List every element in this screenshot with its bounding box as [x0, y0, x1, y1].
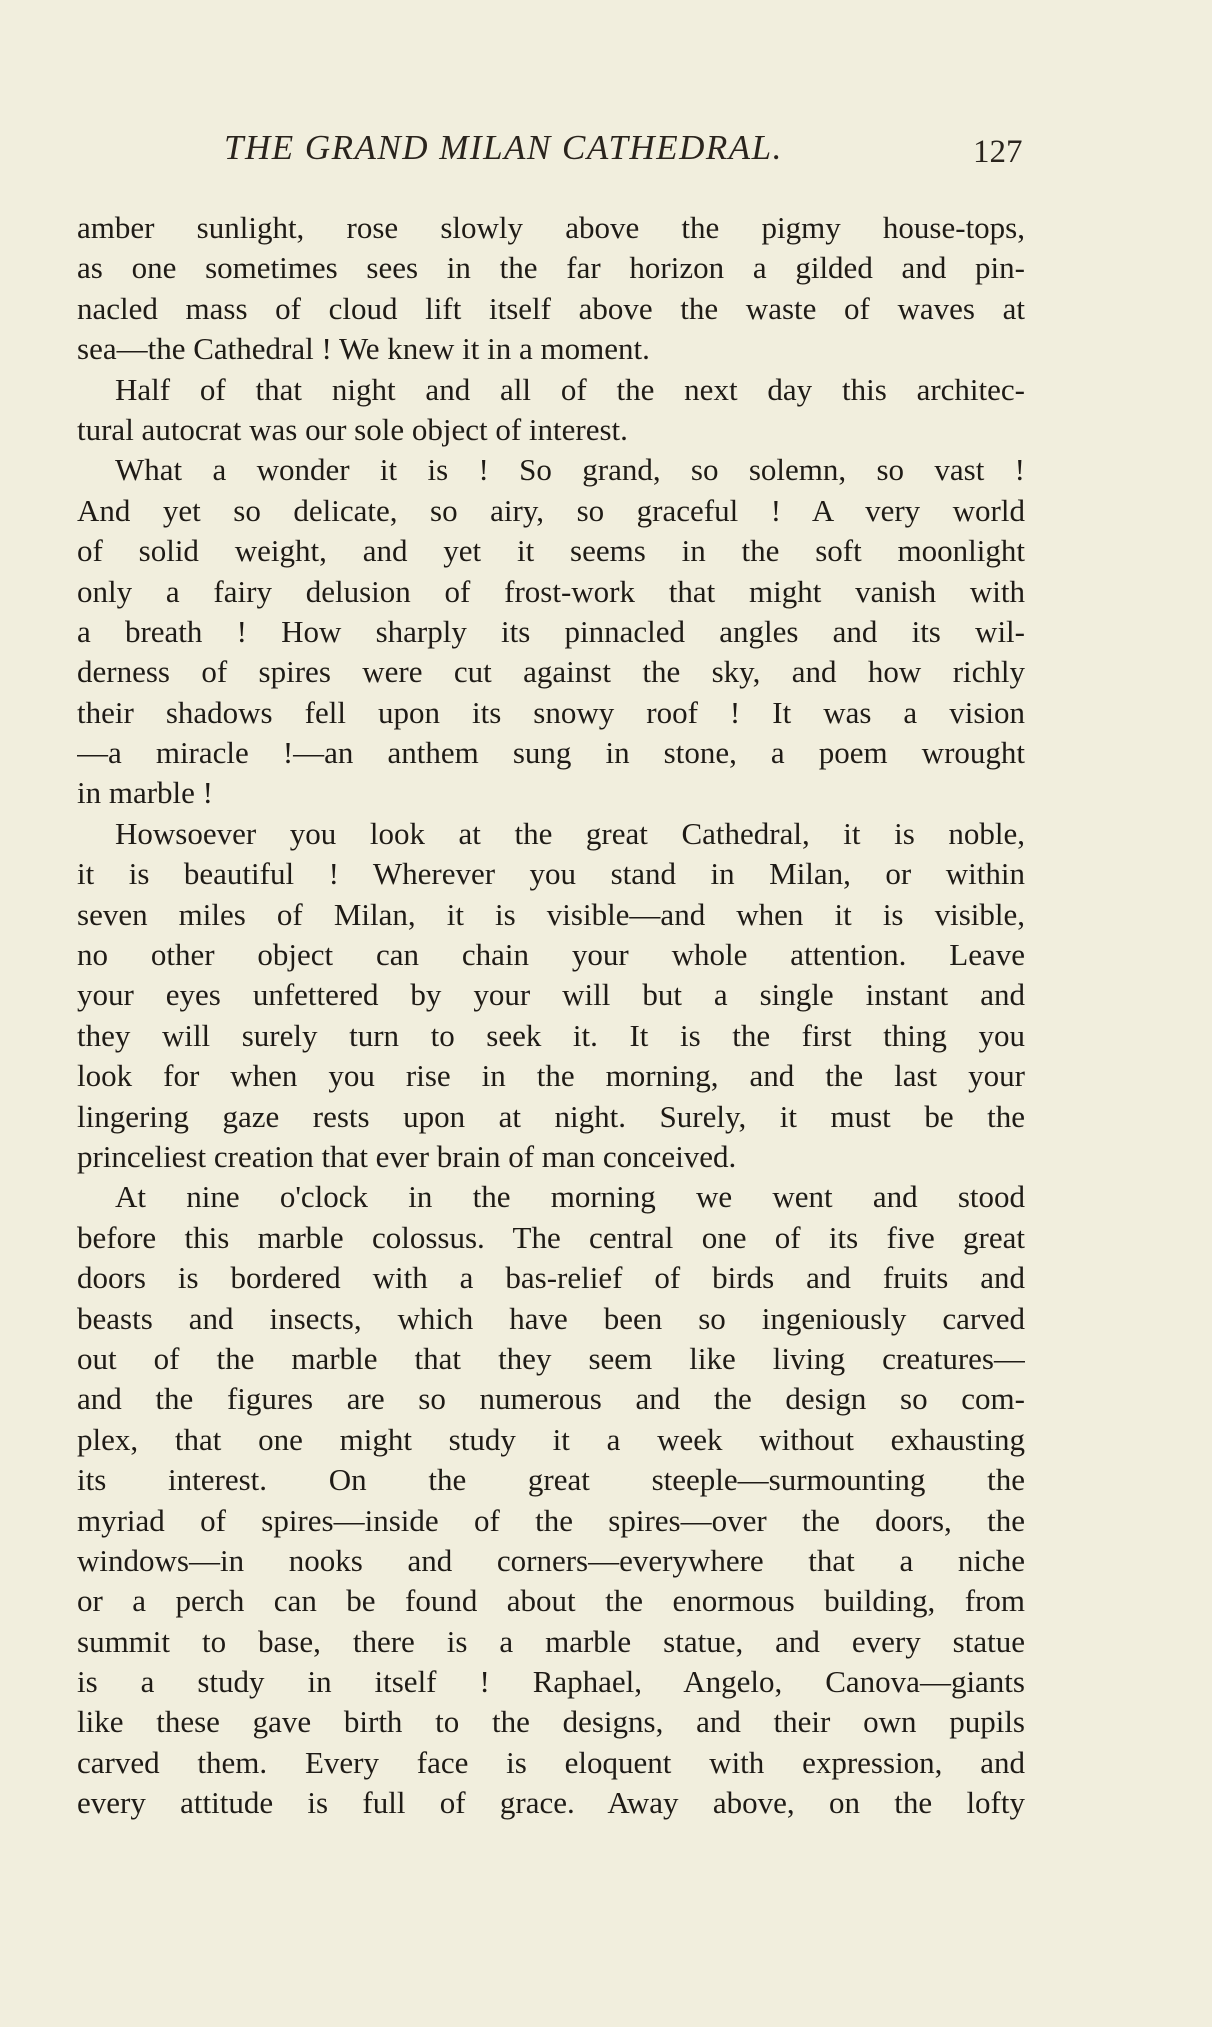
text-line: like these gave birth to the designs, and their own pupils — [77, 1704, 1025, 1740]
text-line: sea—the Cathedral ! We knew it in a moment. — [77, 331, 650, 367]
text-line: At nine o'clock in the morning we went and stood — [115, 1179, 1025, 1215]
text-line: derness of spires were cut against the sky, and how richly — [77, 654, 1025, 690]
text-line: as one sometimes sees in the far horizon a gilded and pin- — [77, 250, 1025, 286]
text-line: And yet so delicate, so airy, so graceful ! A very world — [77, 492, 1025, 528]
text-line: Howsoever you look at the great Cathedral, it is noble, — [115, 815, 1025, 851]
text-line: or a perch can be found about the enormous building, from — [77, 1583, 1025, 1619]
text-line: windows—in nooks and corners—everywhere that a niche — [77, 1542, 1025, 1578]
text-line: summit to base, there is a marble statue, and every statue — [77, 1623, 1025, 1659]
text-line: nacled mass of cloud lift itself above the waste of waves at — [77, 290, 1025, 326]
text-line: Half of that night and all of the next day this architec- — [115, 371, 1025, 407]
text-line: —a miracle !—an anthem sung in stone, a poem wrought — [77, 735, 1025, 771]
text-line: myriad of spires—inside of the spires—over the doors, the — [77, 1502, 1025, 1538]
text-line: seven miles of Milan, it is visible—and when it is visible, — [77, 896, 1025, 932]
body-text — [77, 208, 1025, 1824]
text-line: in marble ! — [77, 775, 214, 811]
page-header — [0, 128, 1212, 178]
text-line: of solid weight, and yet it seems in the soft moonlight — [77, 533, 1025, 569]
text-line: amber sunlight, rose slowly above the pigmy house-tops, — [77, 210, 1025, 245]
text-line: beasts and insects, which have been so ingeniously carved — [77, 1300, 1025, 1336]
page-number: 127 — [973, 134, 1023, 170]
text-line: their shadows fell upon its snowy roof ! It was a vision — [77, 694, 1025, 730]
text-line: tural autocrat was our sole object of interest. — [77, 411, 628, 447]
text-line: doors is bordered with a bas-relief of birds and fruits and — [77, 1260, 1025, 1296]
text-line: princeliest creation that ever brain of man conceived. — [77, 1138, 737, 1174]
text-line: What a wonder it is ! So grand, so solemn, so vast ! — [115, 452, 1025, 488]
text-line: look for when you rise in the morning, and the last your — [77, 1058, 1025, 1094]
text-line: plex, that one might study it a week without exhausting — [77, 1421, 1025, 1457]
text-line: lingering gaze rests upon at night. Surely, it must be the — [77, 1098, 1025, 1134]
text-line: out of the marble that they seem like living creatures— — [77, 1340, 1025, 1376]
text-line: carved them. Every face is eloquent with expression, and — [77, 1744, 1025, 1780]
running-title: THE GRAND MILAN CATHEDRAL. — [224, 128, 783, 167]
text-line: no other object can chain your whole attention. Leave — [77, 937, 1025, 973]
text-line: and the figures are so numerous and the design so com- — [77, 1381, 1025, 1417]
text-line: is a study in itself ! Raphael, Angelo, Canova—giants — [77, 1664, 1025, 1700]
text-line: your eyes unfettered by your will but a single instant and — [77, 977, 1025, 1013]
text-line: its interest. On the great steeple—surmounting the — [77, 1462, 1025, 1498]
text-line: before this marble colossus. The central one of its five great — [77, 1219, 1025, 1255]
text-line: they will surely turn to seek it. It is the first thing you — [77, 1017, 1025, 1053]
text-line: only a fairy delusion of frost-work that might vanish with — [77, 573, 1025, 609]
text-line: a breath ! How sharply its pinnacled angles and its wil- — [77, 613, 1025, 649]
text-line: every attitude is full of grace. Away above, on the lofty — [77, 1785, 1025, 1821]
text-line: it is beautiful ! Wherever you stand in Milan, or within — [77, 856, 1025, 892]
